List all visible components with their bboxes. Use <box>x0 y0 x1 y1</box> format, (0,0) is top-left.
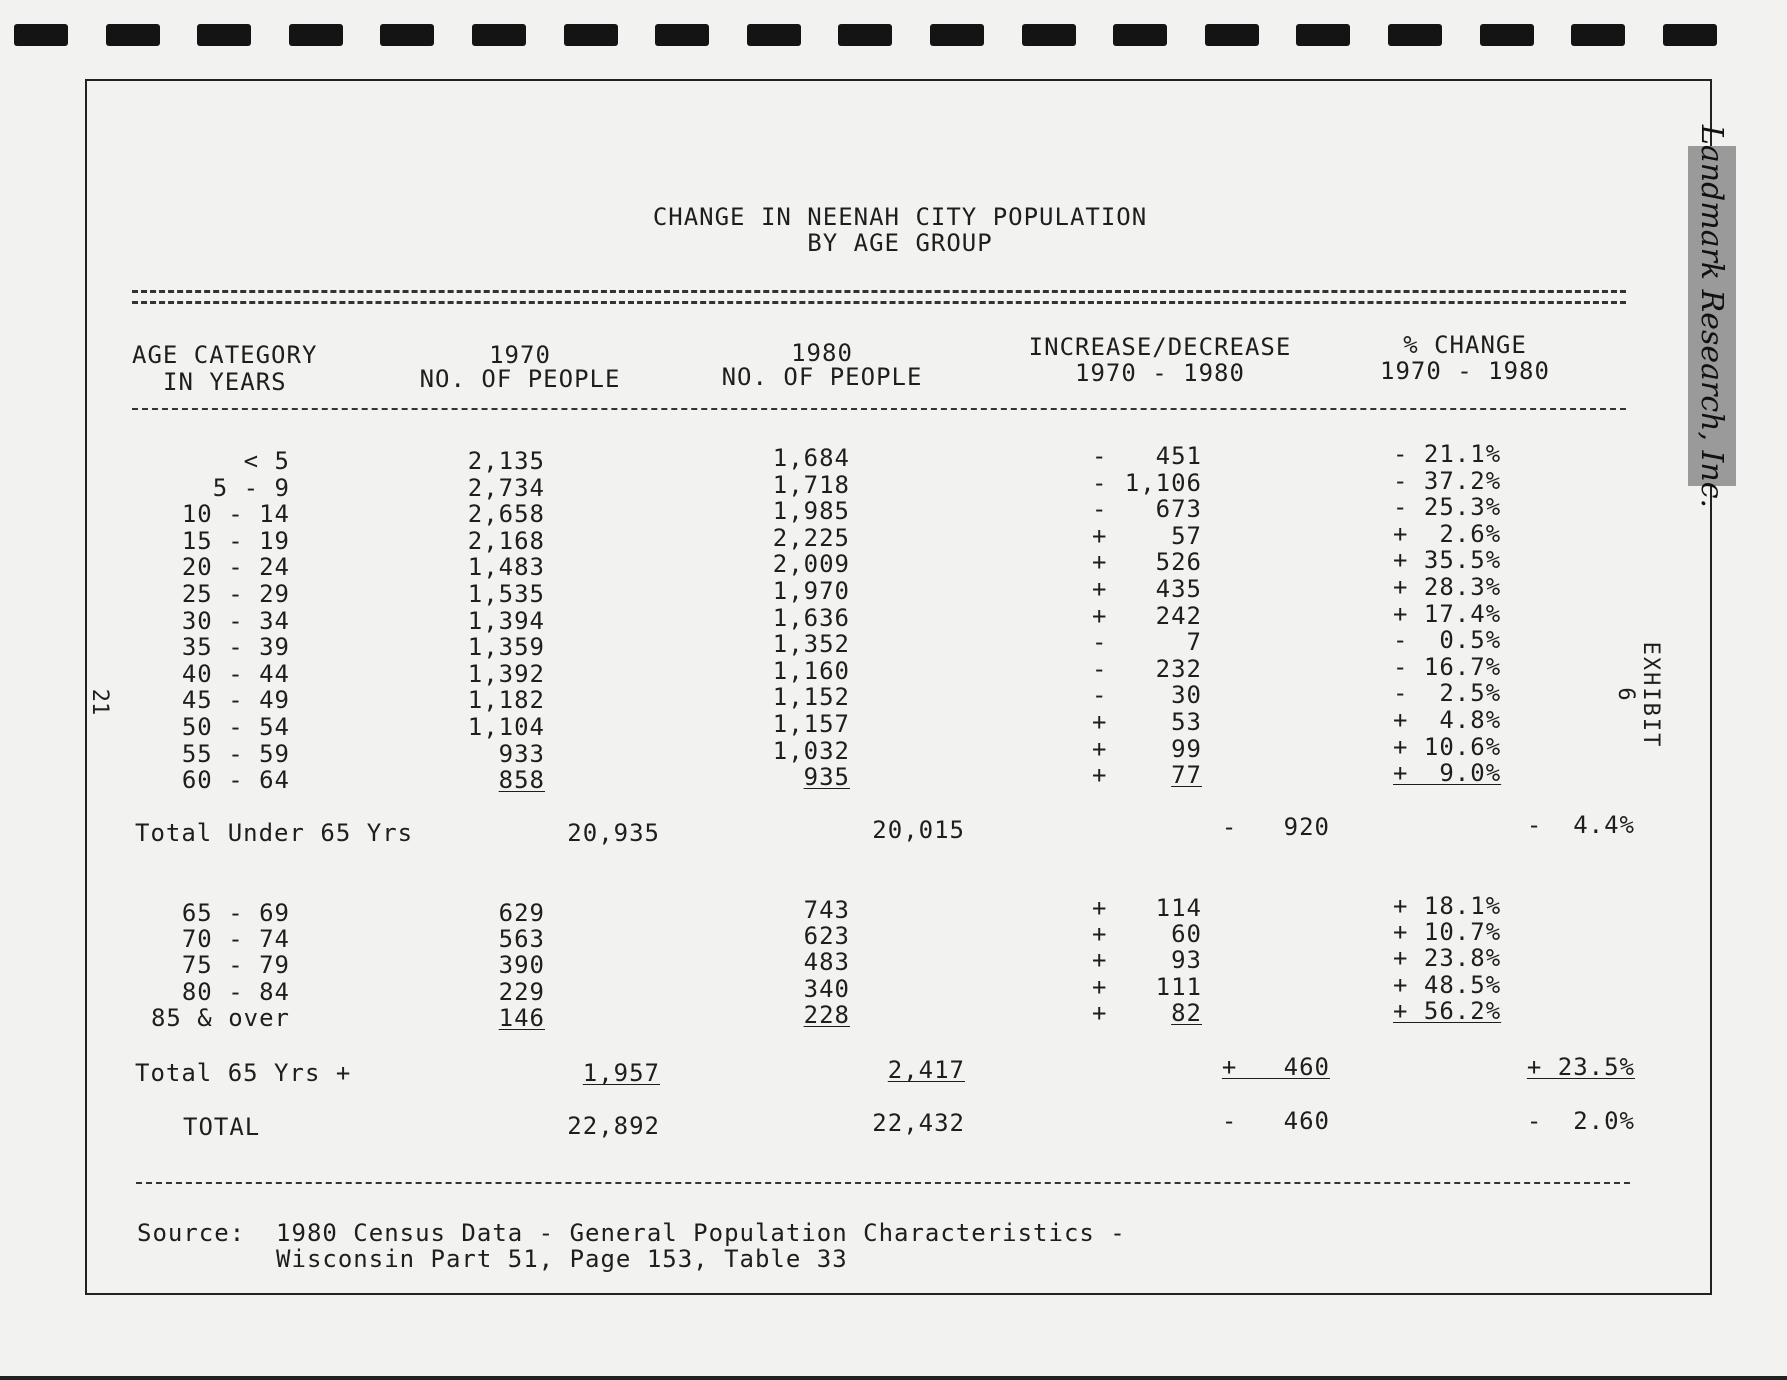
age-category: 55 - 59 <box>181 739 290 768</box>
change-amount: 77 <box>1171 761 1202 790</box>
grand-total-pct: - 2.0% <box>1526 1107 1635 1135</box>
change-sign: - <box>1092 468 1108 497</box>
header-pct-1: % CHANGE <box>1403 331 1527 359</box>
header-pct-2: 1970 - 1980 <box>1380 357 1550 385</box>
change-sign: + <box>1092 575 1108 603</box>
grand-total-label: TOTAL <box>183 1113 261 1141</box>
population-1980: 483 <box>803 948 850 977</box>
age-category: 45 - 49 <box>181 686 290 715</box>
percent-change: + 10.6% <box>1393 732 1502 761</box>
population-1970: 229 <box>498 977 545 1006</box>
header-1980-1: 1980 <box>791 339 853 367</box>
grand-total-1980: 22,432 <box>872 1109 965 1137</box>
population-1980: 1,157 <box>772 710 850 738</box>
feed-hole <box>472 24 526 46</box>
percent-change: + 10.7% <box>1393 918 1502 947</box>
age-category: 85 & over <box>150 1003 290 1032</box>
total-under-65-label: Total Under 65 Yrs <box>135 819 414 847</box>
change-amount: 451 <box>1155 442 1202 470</box>
exhibit-label: EXHIBIT 6 <box>1613 641 1663 749</box>
population-1970: 933 <box>498 739 545 768</box>
feed-hole <box>1480 24 1534 46</box>
change-sign: - <box>1092 681 1108 710</box>
bottom-edge-line <box>0 1376 1787 1380</box>
population-1980: 1,970 <box>772 577 850 605</box>
population-1970: 2,135 <box>467 447 545 475</box>
header-increase-2: 1970 - 1980 <box>1075 359 1245 387</box>
change-amount: 1,106 <box>1124 468 1202 497</box>
feed-hole <box>1022 24 1076 46</box>
population-1980: 1,684 <box>772 444 850 472</box>
percent-change: + 56.2% <box>1393 996 1502 1025</box>
population-1980: 1,160 <box>772 656 850 685</box>
percent-change: - 25.3% <box>1393 493 1502 522</box>
source-line-1: Source: 1980 Census Data - General Population Characteristics - <box>137 1219 1126 1247</box>
change-sign: - <box>1092 442 1108 470</box>
population-1980: 1,152 <box>772 683 850 712</box>
total-under-65-1980: 20,015 <box>872 816 965 844</box>
age-category: 80 - 84 <box>181 977 290 1006</box>
change-amount: 82 <box>1171 998 1202 1027</box>
header-increase-1: INCREASE/DECREASE <box>1028 333 1292 361</box>
change-amount: 30 <box>1171 681 1202 710</box>
change-amount: 57 <box>1171 521 1202 550</box>
population-1970: 563 <box>498 925 545 954</box>
population-1970: 1,483 <box>467 553 545 582</box>
change-amount: 526 <box>1155 548 1202 577</box>
change-amount: 53 <box>1171 708 1202 736</box>
population-1980: 340 <box>803 974 850 1003</box>
header-1980-2: NO. OF PEOPLE <box>721 363 923 391</box>
grand-total-1970: 22,892 <box>567 1112 660 1140</box>
percent-change: + 9.0% <box>1393 759 1502 788</box>
grand-total-change: - 460 <box>1221 1107 1330 1135</box>
change-amount: 111 <box>1155 972 1202 1001</box>
feed-hole <box>380 24 434 46</box>
feed-hole <box>14 24 68 46</box>
change-sign: + <box>1092 761 1108 790</box>
percent-change: + 2.6% <box>1393 519 1502 548</box>
population-1980: 1,352 <box>772 630 850 659</box>
total-65-plus-1980: 2,417 <box>887 1056 965 1084</box>
feed-hole <box>1571 24 1625 46</box>
total-65-plus-label: Total 65 Yrs + <box>135 1059 352 1087</box>
change-amount: 60 <box>1171 920 1202 949</box>
population-1980: 743 <box>803 896 850 924</box>
change-sign: + <box>1092 734 1108 763</box>
population-1970: 1,394 <box>467 606 545 635</box>
change-amount: 242 <box>1155 601 1202 630</box>
age-category: 65 - 69 <box>181 899 290 927</box>
total-65-plus-change: + 460 <box>1221 1053 1330 1081</box>
population-1970: 1,104 <box>467 713 545 741</box>
change-amount: 7 <box>1186 628 1202 657</box>
population-1980: 2,009 <box>772 550 850 579</box>
feed-hole <box>1296 24 1350 46</box>
percent-change: + 4.8% <box>1393 706 1502 734</box>
age-category: 40 - 44 <box>181 659 290 688</box>
table-title: CHANGE IN NEENAH CITY POPULATION <box>652 203 1148 231</box>
change-sign: + <box>1092 920 1108 949</box>
population-1970: 1,182 <box>467 686 545 715</box>
page-number: 21 <box>88 677 112 727</box>
header-age-2: IN YEARS <box>163 368 287 396</box>
population-1980: 228 <box>803 1000 850 1029</box>
header-rule <box>132 408 1626 410</box>
change-sign: + <box>1092 946 1108 975</box>
population-1980: 1,032 <box>772 736 850 765</box>
population-1970: 2,734 <box>467 473 545 502</box>
total-under-65-pct: - 4.4% <box>1526 811 1635 839</box>
change-sign: + <box>1092 548 1108 577</box>
total-65-plus-1970: 1,957 <box>582 1059 660 1087</box>
feed-hole <box>106 24 160 46</box>
age-category: 70 - 74 <box>181 925 290 954</box>
source-line-2: Wisconsin Part 51, Page 153, Table 33 <box>137 1245 848 1273</box>
feed-hole <box>930 24 984 46</box>
percent-change: + 23.8% <box>1393 944 1502 973</box>
feed-hole <box>655 24 709 46</box>
population-1970: 390 <box>498 951 545 980</box>
change-sign: + <box>1092 894 1108 922</box>
feed-hole <box>564 24 618 46</box>
company-name: Landmark Research, Inc. <box>1694 124 1730 508</box>
tractor-feed-holes <box>14 24 1754 48</box>
change-sign: - <box>1092 495 1108 524</box>
age-category: 50 - 54 <box>181 713 290 741</box>
table-subtitle: BY AGE GROUP <box>807 229 993 257</box>
percent-change: + 35.5% <box>1393 546 1502 575</box>
percent-change: - 2.5% <box>1393 679 1502 708</box>
percent-change: + 17.4% <box>1393 599 1502 628</box>
percent-change: - 37.2% <box>1393 466 1502 495</box>
population-1980: 2,225 <box>772 523 850 552</box>
change-sign: + <box>1092 601 1108 630</box>
change-amount: 232 <box>1155 654 1202 683</box>
age-category: 35 - 39 <box>181 633 290 662</box>
double-rule <box>132 290 1626 304</box>
change-sign: + <box>1092 521 1108 550</box>
footer-rule <box>136 1182 1630 1184</box>
population-1970: 1,535 <box>467 580 545 608</box>
feed-hole <box>747 24 801 46</box>
feed-hole <box>289 24 343 46</box>
percent-change: + 18.1% <box>1393 892 1502 920</box>
population-1980: 1,718 <box>772 470 850 499</box>
population-1970: 1,392 <box>467 659 545 688</box>
change-sign: + <box>1092 972 1108 1001</box>
population-1970: 146 <box>498 1003 545 1032</box>
header-1970-1: 1970 <box>489 341 551 369</box>
age-category: 25 - 29 <box>181 580 290 608</box>
percent-change: - 21.1% <box>1393 440 1502 468</box>
age-category: 75 - 79 <box>181 951 290 980</box>
age-category: < 5 <box>243 447 290 475</box>
percent-change: + 28.3% <box>1393 573 1502 601</box>
total-65-plus-pct: + 23.5% <box>1526 1053 1635 1081</box>
header-age-1: AGE CATEGORY <box>132 341 318 369</box>
percent-change: + 48.5% <box>1393 970 1502 999</box>
age-category: 15 - 19 <box>181 526 290 555</box>
population-1970: 629 <box>498 899 545 927</box>
population-1980: 623 <box>803 922 850 951</box>
side-tab-label <box>1688 124 1736 508</box>
population-1970: 2,168 <box>467 526 545 555</box>
age-category: 30 - 34 <box>181 606 290 635</box>
population-1980: 935 <box>803 763 850 792</box>
age-category: 60 - 64 <box>181 766 290 795</box>
population-1980: 1,985 <box>772 497 850 526</box>
total-under-65-change: - 920 <box>1221 813 1330 841</box>
change-amount: 435 <box>1155 575 1202 603</box>
change-amount: 99 <box>1171 734 1202 763</box>
feed-hole <box>1388 24 1442 46</box>
header-1970-2: NO. OF PEOPLE <box>419 365 621 393</box>
percent-change: - 16.7% <box>1393 652 1502 681</box>
change-sign: + <box>1092 708 1108 736</box>
change-sign: - <box>1092 654 1108 683</box>
feed-hole <box>838 24 892 46</box>
age-category: 20 - 24 <box>181 553 290 582</box>
change-sign: + <box>1092 998 1108 1027</box>
feed-hole <box>1113 24 1167 46</box>
age-category: 10 - 14 <box>181 500 290 529</box>
population-1970: 2,658 <box>467 500 545 529</box>
change-amount: 93 <box>1171 946 1202 975</box>
age-category: 5 - 9 <box>212 473 290 502</box>
total-under-65-1970: 20,935 <box>567 819 660 847</box>
population-1970: 1,359 <box>467 633 545 662</box>
feed-hole <box>1205 24 1259 46</box>
feed-hole <box>1663 24 1717 46</box>
feed-hole <box>197 24 251 46</box>
change-sign: - <box>1092 628 1108 657</box>
population-1970: 858 <box>498 766 545 795</box>
change-amount: 673 <box>1155 495 1202 524</box>
population-1980: 1,636 <box>772 603 850 632</box>
change-amount: 114 <box>1155 894 1202 922</box>
percent-change: - 0.5% <box>1393 626 1502 655</box>
